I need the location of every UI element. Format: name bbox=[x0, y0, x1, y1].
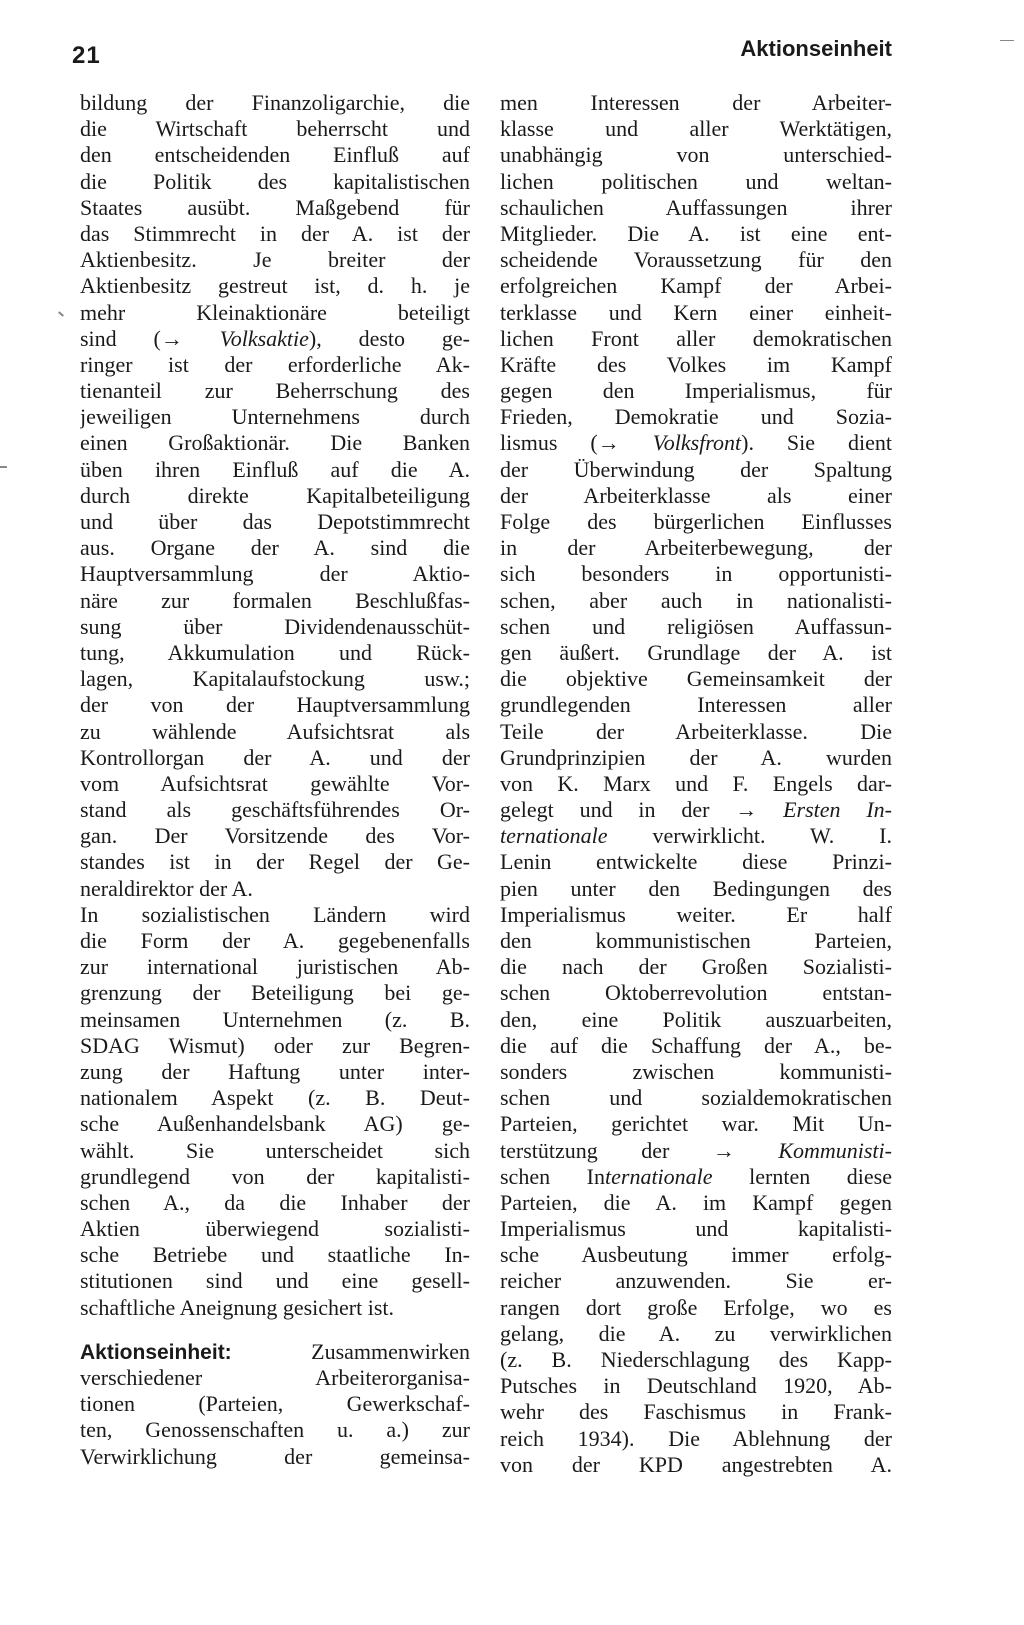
text-line: sche Ausbeutung immer erfolg- bbox=[500, 1242, 892, 1268]
text-line: schaulichen Auffassungen ihrer bbox=[500, 194, 892, 220]
text-line: ten, Genossenschaften u. a.) zur bbox=[80, 1417, 470, 1443]
text-line: sich besonders in opportunisti- bbox=[500, 561, 892, 587]
text-line: die auf die Schaffung der A., be- bbox=[500, 1032, 892, 1058]
text-line: standes ist in der Regel der Ge- bbox=[80, 849, 470, 875]
text-line: Kräfte des Volkes im Kampf bbox=[500, 351, 892, 377]
text-line: vom Aufsichtsrat gewählte Vor- bbox=[80, 770, 470, 796]
cross-reference-link[interactable]: Volksaktie bbox=[219, 325, 309, 351]
text-line: einen Großaktionär. Die Banken bbox=[80, 430, 470, 456]
text-line: gan. Der Vorsitzende des Vor- bbox=[80, 823, 470, 849]
text-line: klasse und aller Werktätigen, bbox=[500, 116, 892, 142]
text-line: grundlegenden Interessen aller bbox=[500, 692, 892, 718]
text-line: gelang, die A. zu verwirklichen bbox=[500, 1320, 892, 1346]
text-line: wählt. Sie unterscheidet sich bbox=[80, 1137, 470, 1163]
page-number: 21 bbox=[72, 42, 101, 69]
text-line: rangen dort große Erfolge, wo es bbox=[500, 1294, 892, 1320]
text-line: üben ihren Einfluß auf die A. bbox=[80, 456, 470, 482]
text-line: zur international juristischen Ab- bbox=[80, 954, 470, 980]
text-line: unabhängig von unterschied- bbox=[500, 142, 892, 168]
text-line: ringer ist der erforderliche Ak- bbox=[80, 351, 470, 377]
text-line: Aktienbesitz. Je breiter der bbox=[80, 247, 470, 273]
text-line: pien unter den Bedingungen des bbox=[500, 875, 892, 901]
text-line: Staates ausübt. Maßgebend für bbox=[80, 194, 470, 220]
text-line: sche Außenhandelsbank AG) ge- bbox=[80, 1111, 470, 1137]
running-head: Aktionseinheit bbox=[740, 36, 892, 61]
text-line: Lenin entwickelte diese Prinzi- bbox=[500, 849, 892, 875]
text-line: Imperialismus und kapitalisti- bbox=[500, 1216, 892, 1242]
text-line: die nach der Großen Sozialisti- bbox=[500, 954, 892, 980]
cross-reference-link[interactable]: ternationale bbox=[500, 823, 608, 849]
text-line: Putsches in Deutschland 1920, Ab- bbox=[500, 1373, 892, 1399]
text-line: aus. Organe der A. sind die bbox=[80, 535, 470, 561]
text-line: men Interessen der Arbeiter- bbox=[500, 90, 892, 115]
text-line: Aktienbesitz gestreut ist, d. h. je bbox=[80, 273, 470, 299]
text-line: tionen (Parteien, Gewerkschaf- bbox=[80, 1391, 470, 1417]
text-line: die Wirtschaft beherrscht und bbox=[80, 116, 470, 142]
text-line: Mitglieder. Die A. ist eine ent- bbox=[500, 220, 892, 246]
text-line: Imperialismus weiter. Er half bbox=[500, 901, 892, 927]
right-column-text bbox=[500, 90, 892, 1478]
text-line: sche Betriebe und staatliche In- bbox=[80, 1242, 470, 1268]
text-line: meinsamen Unternehmen (z. B. bbox=[80, 1006, 470, 1032]
left-column bbox=[80, 90, 470, 1470]
text-line: der Arbeiterklasse als einer bbox=[500, 482, 892, 508]
text-line: Teile der Arbeiterklasse. Die bbox=[500, 718, 892, 744]
text-line: terstützung der → Kommunisti- bbox=[500, 1137, 892, 1163]
text-line: scheidende Voraussetzung für den bbox=[500, 247, 892, 273]
text-line: schen, aber auch in nationalisti- bbox=[500, 587, 892, 613]
text-line: gegen den Imperialismus, für bbox=[500, 378, 892, 404]
text-line: schen A., da die Inhaber der bbox=[80, 1189, 470, 1215]
entry-aktionseinheit bbox=[80, 1339, 470, 1470]
cross-reference-link[interactable]: Ersten In- bbox=[783, 797, 892, 823]
text-line: mehr Kleinaktionäre beteiligt bbox=[80, 299, 470, 325]
text-line: lagen, Kapitalaufstockung usw.; bbox=[80, 666, 470, 692]
text-line: in der Arbeiterbewegung, der bbox=[500, 535, 892, 561]
text-line: gen äußert. Grundlage der A. ist bbox=[500, 639, 892, 665]
text-line: Frieden, Demokratie und Sozia- bbox=[500, 404, 892, 430]
cross-reference-link[interactable]: ternationale bbox=[605, 1163, 713, 1189]
text-line: Kontrollorgan der A. und der bbox=[80, 744, 470, 770]
text-line: jeweiligen Unternehmens durch bbox=[80, 404, 470, 430]
text-line: lichen Front aller demokratischen bbox=[500, 325, 892, 351]
text-line: durch direkte Kapitalbeteiligung bbox=[80, 482, 470, 508]
text-line: von K. Marx und F. Engels dar- bbox=[500, 770, 892, 796]
text-line: Hauptversammlung der Aktio- bbox=[80, 561, 470, 587]
text-line: Grundprinzipien der A. wurden bbox=[500, 744, 892, 770]
margin-tick bbox=[1000, 40, 1014, 41]
text-line: näre zur formalen Beschlußfas- bbox=[80, 587, 470, 613]
text-line: schen und sozialdemokratischen bbox=[500, 1085, 892, 1111]
text-line: den, eine Politik auszuarbeiten, bbox=[500, 1006, 892, 1032]
text-line: von der KPD angestrebten A. bbox=[500, 1451, 892, 1477]
text-line: verschiedener Arbeiterorganisa- bbox=[80, 1365, 470, 1390]
text-line: den kommunistischen Parteien, bbox=[500, 928, 892, 953]
entry-headword: Aktionseinheit: bbox=[80, 1340, 232, 1364]
text-line: schen und religiösen Auffassun- bbox=[500, 613, 892, 639]
text-line: (z. B. Niederschlagung des Kapp- bbox=[500, 1347, 892, 1372]
cross-reference-link[interactable]: Kommunisti- bbox=[778, 1137, 892, 1163]
text-line: der Überwindung der Spaltung bbox=[500, 456, 892, 482]
text-line: lichen politischen und weltan- bbox=[500, 168, 892, 194]
text-line: wehr des Faschismus in Frank- bbox=[500, 1399, 892, 1425]
text-line: sind (→ Volksaktie), desto ge- bbox=[80, 325, 470, 351]
text-line: schen Oktoberrevolution entstan- bbox=[500, 980, 892, 1006]
text-line: grenzung der Beteiligung bei ge- bbox=[80, 980, 470, 1006]
text-line: die Form der A. gegebenenfalls bbox=[80, 928, 470, 953]
text-line: stitutionen sind und eine gesell- bbox=[80, 1268, 470, 1294]
text-line: SDAG Wismut) oder zur Begren- bbox=[80, 1032, 470, 1058]
text-line: schaftliche Aneignung gesichert ist. bbox=[80, 1294, 395, 1320]
text-line: reicher anzuwenden. Sie er- bbox=[500, 1268, 892, 1294]
text-line: die objektive Gemeinsamkeit der bbox=[500, 666, 892, 692]
entry-definition bbox=[80, 1365, 470, 1470]
text-line: der von der Hauptversammlung bbox=[80, 692, 470, 718]
margin-tick bbox=[58, 311, 64, 316]
cross-reference-link[interactable]: Volksfront bbox=[652, 430, 742, 456]
text-line: terklasse und Kern einer einheit- bbox=[500, 299, 892, 325]
text-line: die Politik des kapitalistischen bbox=[80, 168, 470, 194]
text-line: In sozialistischen Ländern wird bbox=[80, 901, 470, 927]
text-line: zu wählende Aufsichtsrat als bbox=[80, 718, 470, 744]
text-line: Parteien, gerichtet war. Mit Un- bbox=[500, 1111, 892, 1137]
text-line: zung der Haftung unter inter- bbox=[80, 1058, 470, 1084]
entry-definition-start: Zusammenwirken bbox=[231, 1338, 470, 1364]
text-line: neraldirektor der A. bbox=[80, 875, 253, 901]
text-line: gelegt und in der → Ersten In- bbox=[500, 797, 892, 823]
text-line: schen Internationale lernten diese bbox=[500, 1163, 892, 1189]
text-line: sung über Dividendenausschüt- bbox=[80, 613, 470, 639]
text-line: den entscheidenden Einfluß auf bbox=[80, 142, 470, 168]
text-line: erfolgreichen Kampf der Arbei- bbox=[500, 273, 892, 299]
text-line: reich 1934). Die Ablehnung der bbox=[500, 1425, 892, 1451]
text-line: tienanteil zur Beherrschung des bbox=[80, 378, 470, 404]
text-line: bildung der Finanzoligarchie, die bbox=[80, 90, 470, 115]
text-line: das Stimmrecht in der A. ist der bbox=[80, 220, 470, 246]
right-column bbox=[500, 90, 892, 1478]
left-column-text bbox=[80, 90, 470, 1321]
text-line: Folge des bürgerlichen Einflusses bbox=[500, 509, 892, 534]
entry-first-line bbox=[80, 1339, 470, 1365]
text-line: Verwirklichung der gemeinsa- bbox=[80, 1443, 470, 1469]
text-line: stand als geschäftsführendes Or- bbox=[80, 797, 470, 823]
entry-gap bbox=[80, 1321, 470, 1339]
text-line: sonders zwischen kommunisti- bbox=[500, 1058, 892, 1084]
text-line: nationalem Aspekt (z. B. Deut- bbox=[80, 1085, 470, 1111]
text-line: grundlegend von der kapitalisti- bbox=[80, 1163, 470, 1189]
text-line: tung, Akkumulation und Rück- bbox=[80, 639, 470, 665]
text-line: lismus (→ Volksfront). Sie dient bbox=[500, 430, 892, 456]
text-line: Parteien, die A. im Kampf gegen bbox=[500, 1189, 892, 1215]
text-line: ternationale verwirklicht. W. I. bbox=[500, 823, 892, 849]
margin-tick bbox=[0, 466, 7, 468]
text-line: und über das Depotstimmrecht bbox=[80, 509, 470, 534]
text-line: Aktien überwiegend sozialisti- bbox=[80, 1216, 470, 1242]
